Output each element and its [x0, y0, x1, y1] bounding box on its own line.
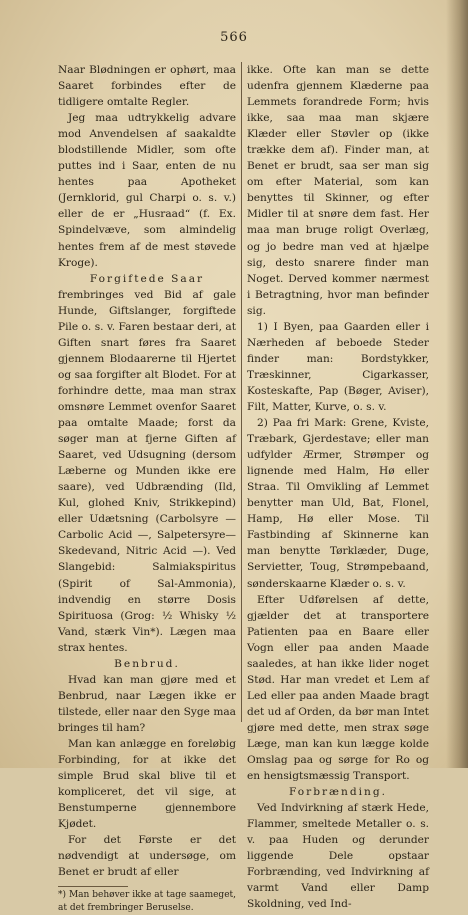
- section-heading: Forbrænding.: [289, 786, 387, 799]
- page-number: 566: [220, 30, 248, 45]
- paragraph: 2) Paa fri Mark: Grene, Kviste, Træbark, Gjerdestave; eller man udfylder Ærmer, Strømper og lignende med Halm, Hø eller Straa. Til Omvikling af Lemmet benytter man Uld, Bat, Flonel, Hamp, Hø eller Mose. Til Fastbinding af Skinnerne kan man benytte Tørklæder, Duge, Servietter, Toug, Strømpebaand, sønderskaarne Klæder o. s. v.: [247, 417, 429, 590]
- paragraph: For det Første er det nødvendigt at undersøge, om Benet er brudt af eller: [58, 834, 236, 879]
- paragraph: 1) I Byen, paa Gaarden eller i Nærheden af beboede Steder finder man: Bordstykker, Træskinner, Cigarkasser, Kosteskafte, Pap (Bøger, Aviser), Filt, Matter, Kurve, o. s. v.: [247, 320, 429, 413]
- book-spine-shadow: [446, 0, 468, 768]
- left-column: [58, 62, 236, 915]
- footnote-rule: [58, 886, 128, 887]
- section-heading: Forgiftede Saar: [89, 272, 205, 285]
- section-heading: Benbrud.: [114, 657, 180, 670]
- paragraph: Jeg maa udtrykkelig advare mod Anvendelsen af saakaldte blodstillende Midler, som ofte puttes ind i Saar, enten de nu hentes paa Apotheket (Jernklorid, gul Charpi o. s. v.) eller de er „Husraad“ (f. Ex. Spindelvæve, som almindelig hentes frem af de mest støvede Kroge).: [58, 112, 236, 269]
- right-column: [247, 62, 429, 912]
- paragraph: Naar Blødningen er ophørt, maa Saaret forbindes efter de tidligere omtalte Regler.: [58, 64, 236, 109]
- footnote: *) Man behøver ikke at tage saameget, at det frembringer Beruselse.: [58, 890, 236, 914]
- paragraph: Hvad kan man gjøre med et Benbrud, naar Lægen ikke er tilstede, eller naar den Syge maa bringes til ham?: [58, 673, 236, 734]
- column-divider: [241, 62, 242, 722]
- paragraph: Man kan anlægge en foreløbig Forbinding, for at ikke det simple Brud skal blive til et kompliceret, det vil sige, at Benstumperne gjennembore Kjødet.: [58, 737, 236, 831]
- paragraph: Efter Udførelsen af dette, gjælder det at transportere Patienten paa en Baare eller Vogn eller paa anden Maade saaledes, at han ikke lider noget Stød. Har man vredet et Lem af Led eller paa anden Maade bragt det ud af Orden, da bør man Intet gjøre med dette, men strax søge Læge, man kan kun lægge kolde Omslag paa og sørge for Ro og en hensigtsmæssig Transport.: [247, 593, 430, 783]
- paragraph: frembringes ved Bid af gale Hunde, Giftslanger, forgiftede Pile o. s. v. Faren bestaar deri, at Giften snart føres fra Saaret gjennem Blodaarerne til Hjertet og saa forgifter alt Blodet. For at forhindre dette, maa man strax omsnøre Lemmet ovenfor Saaret paa omtalte Maade; forst da søger man at fjerne Giften af Saaret, ved Udsugning (dersom Læberne og Munden ikke ere saare), ved Udbrænding (Ild, Kul, glohed Kniv, Strikkepind) eller Udætsning (Carbolsyre — Carbolic Acid —, Salpetersyre—Skedevand, Nitric Acid —). Ved Slangebid: Salmiakspiritus (Spirit of Sal-Ammonia), indvendig en større Dosis Spirituosa (Grog: ½ Whisky ½ Vand, stærk Vin*). Lægen maa strax hentes.: [58, 288, 236, 654]
- paragraph: Ved Indvirkning af stærk Hede, Flammer, smeltede Metaller o. s. v. paa Huden og derunder liggende Dele opstaar Forbrænding, ved Indvirkning af varmt Vand eller Damp Skoldning, ved Ind-: [247, 802, 429, 911]
- paragraph: ikke. Ofte kan man se dette udenfra gjennem Klæderne paa Lemmets forandrede Form; hvis ikke, saa maa man skjære Klæder eller Støvler op (ikke trække dem af). Finder man, at Benet er brudt, saa ser man sig om efter Material, som kan benyttes til Skinner, og efter Midler til at snøre dem fast. Her maa man bruge roligt Overlæg, og jo bedre man ved at hjælpe sig, desto snarere finder man Noget. Derved kommer nærmest i Betragtning, hvor man befinder sig.: [247, 64, 429, 317]
